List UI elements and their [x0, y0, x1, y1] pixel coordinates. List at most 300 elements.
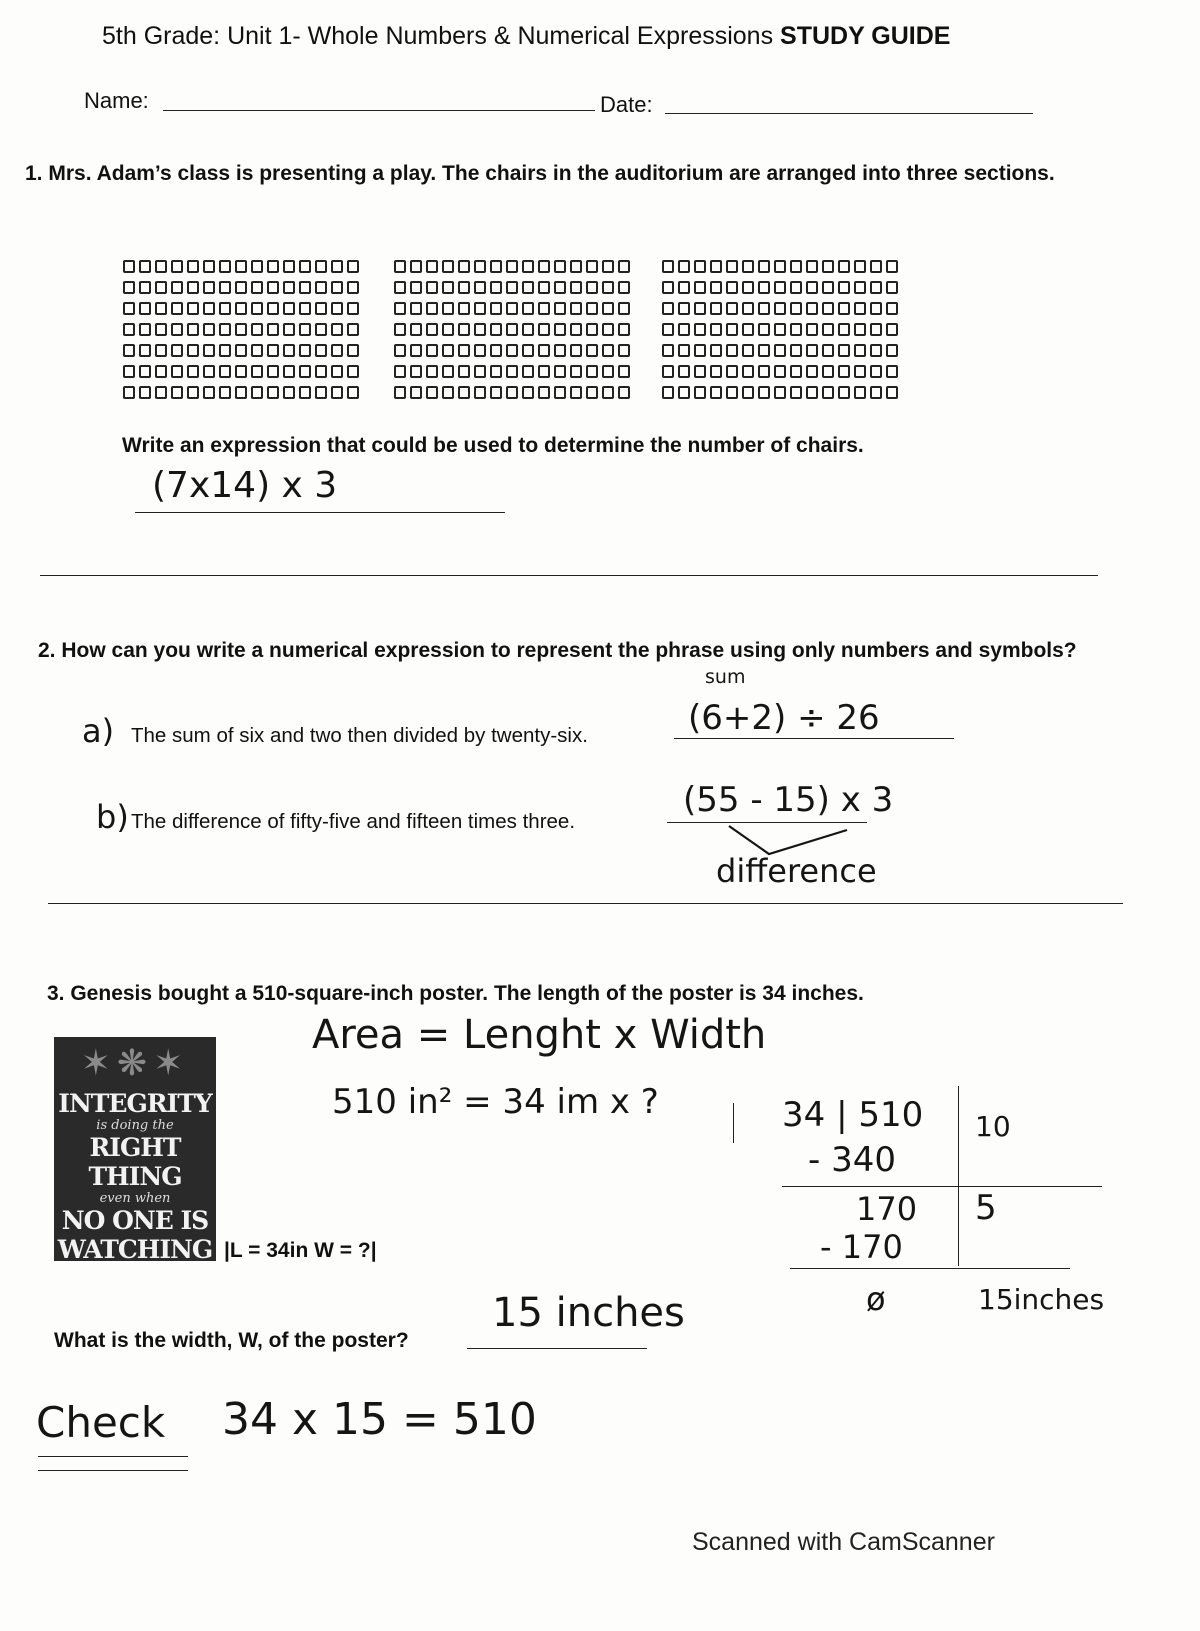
chair-icon	[123, 365, 135, 378]
chair-icon	[758, 260, 770, 273]
chair-icon	[442, 365, 454, 378]
chair-icon	[331, 302, 343, 315]
question-2a-text: The sum of six and two then divided by twenty-six.	[131, 724, 588, 747]
title-text: 5th Grade: Unit 1- Whole Numbers & Numerical Expressions	[102, 22, 781, 50]
chair-icon	[251, 365, 263, 378]
chair-icon	[886, 344, 898, 357]
poster-line-4: even when	[99, 1191, 171, 1206]
chair-icon	[394, 386, 406, 399]
chair-icon	[758, 386, 770, 399]
chair-icon	[203, 260, 215, 273]
chair-icon	[694, 323, 706, 336]
chair-icon	[171, 386, 183, 399]
chair-icon	[331, 323, 343, 336]
chair-icon	[219, 344, 231, 357]
chair-icon	[618, 344, 630, 357]
chair-icon	[442, 386, 454, 399]
chair-icon	[347, 365, 359, 378]
chair-icon	[602, 281, 614, 294]
chair-icon	[726, 365, 738, 378]
chair-icon	[618, 386, 630, 399]
chair-icon	[251, 386, 263, 399]
chair-icon	[586, 344, 598, 357]
poster-line-5: NO ONE IS	[61, 1206, 209, 1235]
chair-icon	[586, 302, 598, 315]
chair-icon	[742, 365, 754, 378]
chair-icon	[586, 260, 598, 273]
chair-icon	[618, 260, 630, 273]
chair-icon	[203, 281, 215, 294]
question-2a-answer-line	[674, 738, 954, 739]
chair-icon	[171, 323, 183, 336]
chair-icon	[347, 302, 359, 315]
chair-icon	[394, 302, 406, 315]
chair-icon	[139, 260, 151, 273]
chair-icon	[790, 281, 802, 294]
chair-icon	[554, 323, 566, 336]
chair-icon	[187, 281, 199, 294]
division-line-1	[782, 1186, 1102, 1187]
question-1-prompt: 1. Mrs. Adam’s class is presenting a play. The chairs in the auditorium are arranged into three sections.	[25, 162, 1055, 185]
chair-icon	[554, 260, 566, 273]
chair-icon	[522, 281, 534, 294]
chair-icon	[838, 302, 850, 315]
chair-icon	[854, 323, 866, 336]
chair-icon	[267, 323, 279, 336]
chair-icon	[251, 344, 263, 357]
chair-icon	[838, 260, 850, 273]
chair-icon	[838, 344, 850, 357]
chair-icon	[171, 281, 183, 294]
poster-line-2: is doing the	[96, 1118, 174, 1133]
chair-icon	[854, 302, 866, 315]
chair-icon	[822, 323, 834, 336]
division-quotient-2: 5	[975, 1188, 997, 1228]
chair-icon	[822, 344, 834, 357]
scratch-mark	[733, 1103, 734, 1143]
chair-icon	[538, 344, 550, 357]
chair-icon	[662, 260, 674, 273]
poster-decoration: ✶❋✶	[80, 1042, 190, 1083]
chair-icon	[410, 344, 422, 357]
chair-icon	[155, 323, 167, 336]
chair-icon	[758, 344, 770, 357]
chair-icon	[522, 323, 534, 336]
chair-icon	[806, 260, 818, 273]
chair-icon	[602, 365, 614, 378]
chair-icon	[155, 302, 167, 315]
poster-line-6: WATCHING	[57, 1235, 213, 1261]
chair-icon	[694, 260, 706, 273]
chair-icon	[694, 302, 706, 315]
chair-icon	[235, 386, 247, 399]
chair-icon	[570, 365, 582, 378]
question-1-answer: (7x14) x 3	[152, 465, 338, 506]
chair-icon	[203, 302, 215, 315]
chair-icon	[854, 281, 866, 294]
question-3-answer-line	[467, 1348, 647, 1349]
chair-icon	[554, 386, 566, 399]
seating-section-3	[662, 260, 900, 407]
chair-icon	[331, 386, 343, 399]
chair-icon	[235, 260, 247, 273]
chair-icon	[678, 365, 690, 378]
chair-icon	[710, 302, 722, 315]
chair-icon	[219, 281, 231, 294]
chair-icon	[602, 302, 614, 315]
chair-icon	[490, 365, 502, 378]
chair-icon	[394, 281, 406, 294]
chair-icon	[742, 344, 754, 357]
chair-icon	[854, 386, 866, 399]
chair-icon	[283, 302, 295, 315]
chair-icon	[838, 386, 850, 399]
chair-icon	[139, 323, 151, 336]
division-remainder-1: 170	[856, 1190, 918, 1228]
chair-icon	[662, 386, 674, 399]
chair-icon	[490, 386, 502, 399]
given-values: |L = 34in W = ?|	[224, 1239, 377, 1262]
chair-icon	[155, 365, 167, 378]
chair-icon	[662, 323, 674, 336]
note-difference: difference	[716, 852, 877, 890]
question-2b-text: The difference of fifty-five and fifteen times three.	[131, 810, 576, 833]
question-3-answer: 15 inches	[492, 1290, 685, 1336]
chair-icon	[870, 323, 882, 336]
chair-icon	[742, 386, 754, 399]
chair-icon	[538, 302, 550, 315]
date-line[interactable]	[665, 113, 1033, 114]
chair-icon	[123, 344, 135, 357]
chair-icon	[790, 302, 802, 315]
chair-icon	[886, 386, 898, 399]
division-remainder-2: ø	[866, 1280, 886, 1318]
chair-icon	[315, 281, 327, 294]
division-subtract-2: - 170	[820, 1228, 903, 1266]
check-equation: 34 x 15 = 510	[222, 1394, 537, 1445]
chair-icon	[347, 344, 359, 357]
chair-icon	[410, 302, 422, 315]
chair-icon	[570, 344, 582, 357]
chair-icon	[586, 323, 598, 336]
division-line-2	[790, 1268, 1070, 1269]
chair-icon	[331, 365, 343, 378]
chair-icon	[854, 260, 866, 273]
chair-icon	[299, 260, 311, 273]
chair-icon	[838, 281, 850, 294]
chair-icon	[506, 302, 518, 315]
chair-icon	[219, 365, 231, 378]
chair-icon	[586, 386, 598, 399]
chair-icon	[886, 323, 898, 336]
seating-section-2	[394, 260, 632, 407]
chair-icon	[570, 302, 582, 315]
chair-icon	[710, 386, 722, 399]
chair-icon	[267, 281, 279, 294]
name-line[interactable]	[163, 110, 595, 111]
chair-icon	[426, 260, 438, 273]
chair-icon	[394, 365, 406, 378]
chair-icon	[394, 260, 406, 273]
chair-icon	[506, 365, 518, 378]
chair-icon	[790, 386, 802, 399]
chair-icon	[219, 302, 231, 315]
chair-icon	[678, 281, 690, 294]
chair-icon	[299, 365, 311, 378]
chair-icon	[774, 281, 786, 294]
chair-icon	[155, 281, 167, 294]
question-2a-answer: (6+2) ÷ 26	[688, 698, 880, 738]
chair-icon	[618, 365, 630, 378]
chair-icon	[219, 323, 231, 336]
chair-icon	[267, 386, 279, 399]
chair-icon	[474, 302, 486, 315]
chair-icon	[758, 365, 770, 378]
chair-icon	[458, 365, 470, 378]
chair-icon	[442, 323, 454, 336]
chair-icon	[251, 323, 263, 336]
chair-icon	[886, 365, 898, 378]
chair-icon	[678, 260, 690, 273]
chair-icon	[570, 386, 582, 399]
chair-icon	[347, 386, 359, 399]
chair-icon	[155, 344, 167, 357]
chair-icon	[806, 386, 818, 399]
section-divider-1	[40, 575, 1098, 576]
chair-icon	[602, 260, 614, 273]
chair-icon	[426, 281, 438, 294]
chair-icon	[806, 344, 818, 357]
integrity-poster-image	[54, 1037, 216, 1261]
chair-icon	[506, 260, 518, 273]
chair-icon	[710, 323, 722, 336]
chair-icon	[726, 344, 738, 357]
chair-icon	[139, 302, 151, 315]
chair-icon	[522, 365, 534, 378]
division-total: 15inches	[978, 1283, 1105, 1316]
chair-icon	[694, 386, 706, 399]
chair-icon	[426, 302, 438, 315]
chair-icon	[458, 260, 470, 273]
chair-icon	[410, 365, 422, 378]
chair-icon	[267, 302, 279, 315]
chair-icon	[203, 344, 215, 357]
chair-icon	[570, 323, 582, 336]
chair-icon	[806, 365, 818, 378]
chair-icon	[331, 260, 343, 273]
chair-icon	[283, 281, 295, 294]
chair-icon	[267, 344, 279, 357]
chair-icon	[774, 302, 786, 315]
chair-icon	[347, 281, 359, 294]
chair-icon	[694, 281, 706, 294]
chair-icon	[758, 302, 770, 315]
chair-icon	[331, 281, 343, 294]
chair-icon	[538, 365, 550, 378]
chair-icon	[586, 365, 598, 378]
chair-icon	[662, 365, 674, 378]
chair-icon	[394, 323, 406, 336]
chair-icon	[315, 344, 327, 357]
chair-icon	[678, 386, 690, 399]
chair-icon	[299, 281, 311, 294]
chair-icon	[554, 302, 566, 315]
chair-icon	[618, 323, 630, 336]
chair-icon	[219, 386, 231, 399]
chair-icon	[602, 344, 614, 357]
chair-icon	[187, 386, 199, 399]
chair-icon	[235, 281, 247, 294]
chair-icon	[474, 281, 486, 294]
chair-icon	[426, 344, 438, 357]
chair-icon	[586, 281, 598, 294]
chair-icon	[854, 365, 866, 378]
chair-icon	[474, 386, 486, 399]
chair-icon	[822, 260, 834, 273]
chair-icon	[554, 365, 566, 378]
chair-icon	[410, 386, 422, 399]
chair-icon	[554, 281, 566, 294]
chair-icon	[283, 386, 295, 399]
chair-icon	[618, 302, 630, 315]
chair-icon	[251, 260, 263, 273]
work-area-formula: Area = Lenght x Width	[312, 1012, 767, 1058]
chair-icon	[426, 323, 438, 336]
marker-a: a)	[82, 712, 115, 750]
division-box-vertical	[958, 1086, 959, 1266]
chair-icon	[187, 365, 199, 378]
chair-icon	[235, 302, 247, 315]
chair-icon	[522, 260, 534, 273]
chair-icon	[299, 344, 311, 357]
chair-icon	[678, 323, 690, 336]
chair-icon	[442, 281, 454, 294]
chair-icon	[602, 386, 614, 399]
page-title	[102, 22, 950, 51]
chair-icon	[490, 344, 502, 357]
chair-icon	[506, 344, 518, 357]
chair-icon	[870, 386, 882, 399]
chair-icon	[838, 323, 850, 336]
chair-icon	[490, 260, 502, 273]
chair-icon	[315, 323, 327, 336]
chair-icon	[442, 260, 454, 273]
chair-icon	[251, 281, 263, 294]
chair-icon	[458, 344, 470, 357]
chair-icon	[187, 260, 199, 273]
chair-icon	[710, 281, 722, 294]
chair-icon	[171, 260, 183, 273]
chair-icon	[299, 323, 311, 336]
chair-icon	[187, 344, 199, 357]
chair-icon	[506, 386, 518, 399]
chair-icon	[774, 344, 786, 357]
chair-icon	[171, 344, 183, 357]
chair-icon	[267, 260, 279, 273]
question-1-answer-line	[135, 512, 505, 513]
chair-icon	[219, 260, 231, 273]
chair-icon	[315, 386, 327, 399]
chair-icon	[710, 260, 722, 273]
chair-icon	[570, 281, 582, 294]
chair-icon	[870, 365, 882, 378]
poster-line-3: RIGHT THING	[88, 1133, 182, 1191]
chair-icon	[171, 302, 183, 315]
chair-icon	[726, 386, 738, 399]
chair-icon	[347, 323, 359, 336]
chair-icon	[870, 260, 882, 273]
chair-icon	[538, 386, 550, 399]
chair-icon	[710, 365, 722, 378]
chair-icon	[442, 302, 454, 315]
chair-icon	[187, 302, 199, 315]
chair-icon	[267, 365, 279, 378]
chair-icon	[251, 302, 263, 315]
chair-icon	[474, 260, 486, 273]
chair-icon	[123, 323, 135, 336]
chair-icon	[822, 365, 834, 378]
chair-icon	[774, 386, 786, 399]
chair-icon	[886, 302, 898, 315]
chair-icon	[283, 344, 295, 357]
chair-icon	[710, 344, 722, 357]
chair-icon	[139, 386, 151, 399]
chair-icon	[570, 260, 582, 273]
chair-icon	[822, 281, 834, 294]
chair-icon	[806, 323, 818, 336]
chair-icon	[694, 344, 706, 357]
chair-icon	[538, 281, 550, 294]
chair-icon	[678, 302, 690, 315]
title-study-guide: STUDY GUIDE	[780, 22, 951, 50]
chair-icon	[662, 281, 674, 294]
chair-icon	[790, 323, 802, 336]
chair-icon	[203, 386, 215, 399]
chair-icon	[822, 386, 834, 399]
chair-icon	[299, 302, 311, 315]
chair-icon	[506, 281, 518, 294]
chair-icon	[506, 323, 518, 336]
seating-section-1	[123, 260, 361, 407]
check-underline-1	[38, 1456, 188, 1457]
chair-icon	[774, 323, 786, 336]
chair-icon	[806, 281, 818, 294]
chair-icon	[458, 386, 470, 399]
chair-icon	[187, 323, 199, 336]
chair-icon	[283, 365, 295, 378]
chair-icon	[618, 281, 630, 294]
chair-icon	[886, 281, 898, 294]
chair-icon	[774, 365, 786, 378]
chair-icon	[283, 323, 295, 336]
chair-icon	[742, 302, 754, 315]
chair-icon	[123, 386, 135, 399]
poster-line-1: INTEGRITY	[58, 1089, 212, 1118]
check-underline-2	[38, 1470, 188, 1471]
section-divider-2	[48, 903, 1123, 904]
chair-icon	[331, 344, 343, 357]
chair-icon	[678, 344, 690, 357]
chair-icon	[458, 323, 470, 336]
chair-icon	[123, 260, 135, 273]
question-3-question: What is the width, W, of the poster?	[54, 1329, 409, 1352]
chair-icon	[315, 302, 327, 315]
division-dividend-row: 34 | 510	[782, 1095, 924, 1135]
chair-icon	[742, 260, 754, 273]
chair-icon	[139, 365, 151, 378]
chair-icon	[742, 281, 754, 294]
chair-icon	[822, 302, 834, 315]
